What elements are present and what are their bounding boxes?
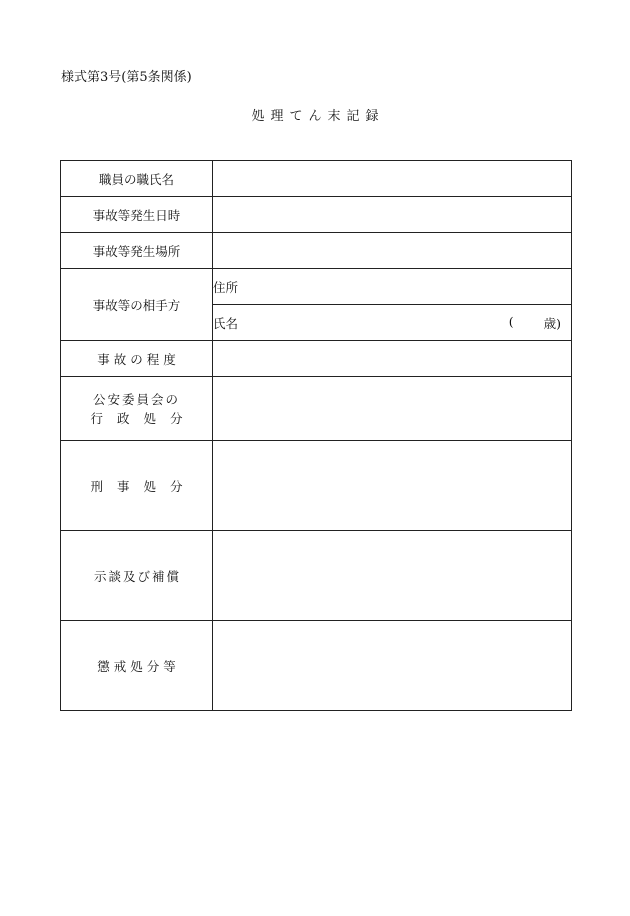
name-label: 氏名 (213, 315, 239, 331)
label-public-safety-line1: 公安委員会の (92, 391, 180, 407)
field-employee[interactable] (213, 161, 572, 197)
age-unit: 歳) (543, 315, 561, 331)
age-bracket (509, 314, 561, 332)
field-severity[interactable] (213, 341, 572, 377)
field-public-safety[interactable] (213, 377, 572, 441)
label-employee (61, 161, 213, 197)
row-severity (61, 341, 572, 377)
row-settlement (61, 531, 572, 621)
field-place[interactable] (213, 233, 572, 269)
form-number: 様式第3号(第5条関係) (61, 70, 192, 85)
age-open-paren: ( (508, 313, 514, 329)
field-counterparty-address[interactable] (213, 269, 572, 305)
row-public-safety (61, 377, 572, 441)
record-table (60, 160, 572, 711)
label-counterparty-text: 事故等の相手方 (92, 297, 181, 313)
label-public-safety (61, 377, 213, 441)
label-place-text: 事故等発生場所 (92, 243, 181, 259)
row-counterparty-address (61, 269, 572, 305)
label-severity (61, 341, 213, 377)
row-disciplinary (61, 621, 572, 711)
row-datetime (61, 197, 572, 233)
label-public-safety-text (76, 390, 196, 428)
label-counterparty (61, 269, 213, 341)
row-employee (61, 161, 572, 197)
label-public-safety-line2: 行政処分 (90, 410, 197, 426)
label-criminal-text: 刑事処分 (90, 478, 197, 494)
label-place (61, 233, 213, 269)
label-settlement-text: 示談及び補償 (93, 568, 181, 584)
field-datetime[interactable] (213, 197, 572, 233)
field-counterparty-name[interactable] (213, 305, 572, 341)
label-severity-text: 事故の程度 (97, 351, 180, 367)
label-criminal (61, 441, 213, 531)
address-label: 住所 (213, 279, 239, 295)
document-title: 処理てん末記録 (251, 109, 385, 124)
label-disciplinary (61, 621, 213, 711)
field-criminal[interactable] (213, 441, 572, 531)
row-place (61, 233, 572, 269)
label-datetime-text: 事故等発生日時 (92, 207, 181, 223)
label-employee-text: 職員の職氏名 (98, 171, 174, 187)
field-settlement[interactable] (213, 531, 572, 621)
label-datetime (61, 197, 213, 233)
label-settlement (61, 531, 213, 621)
name-age-line (213, 314, 571, 332)
row-criminal (61, 441, 572, 531)
label-disciplinary-text: 懲戒処分等 (97, 658, 180, 674)
field-disciplinary[interactable] (213, 621, 572, 711)
